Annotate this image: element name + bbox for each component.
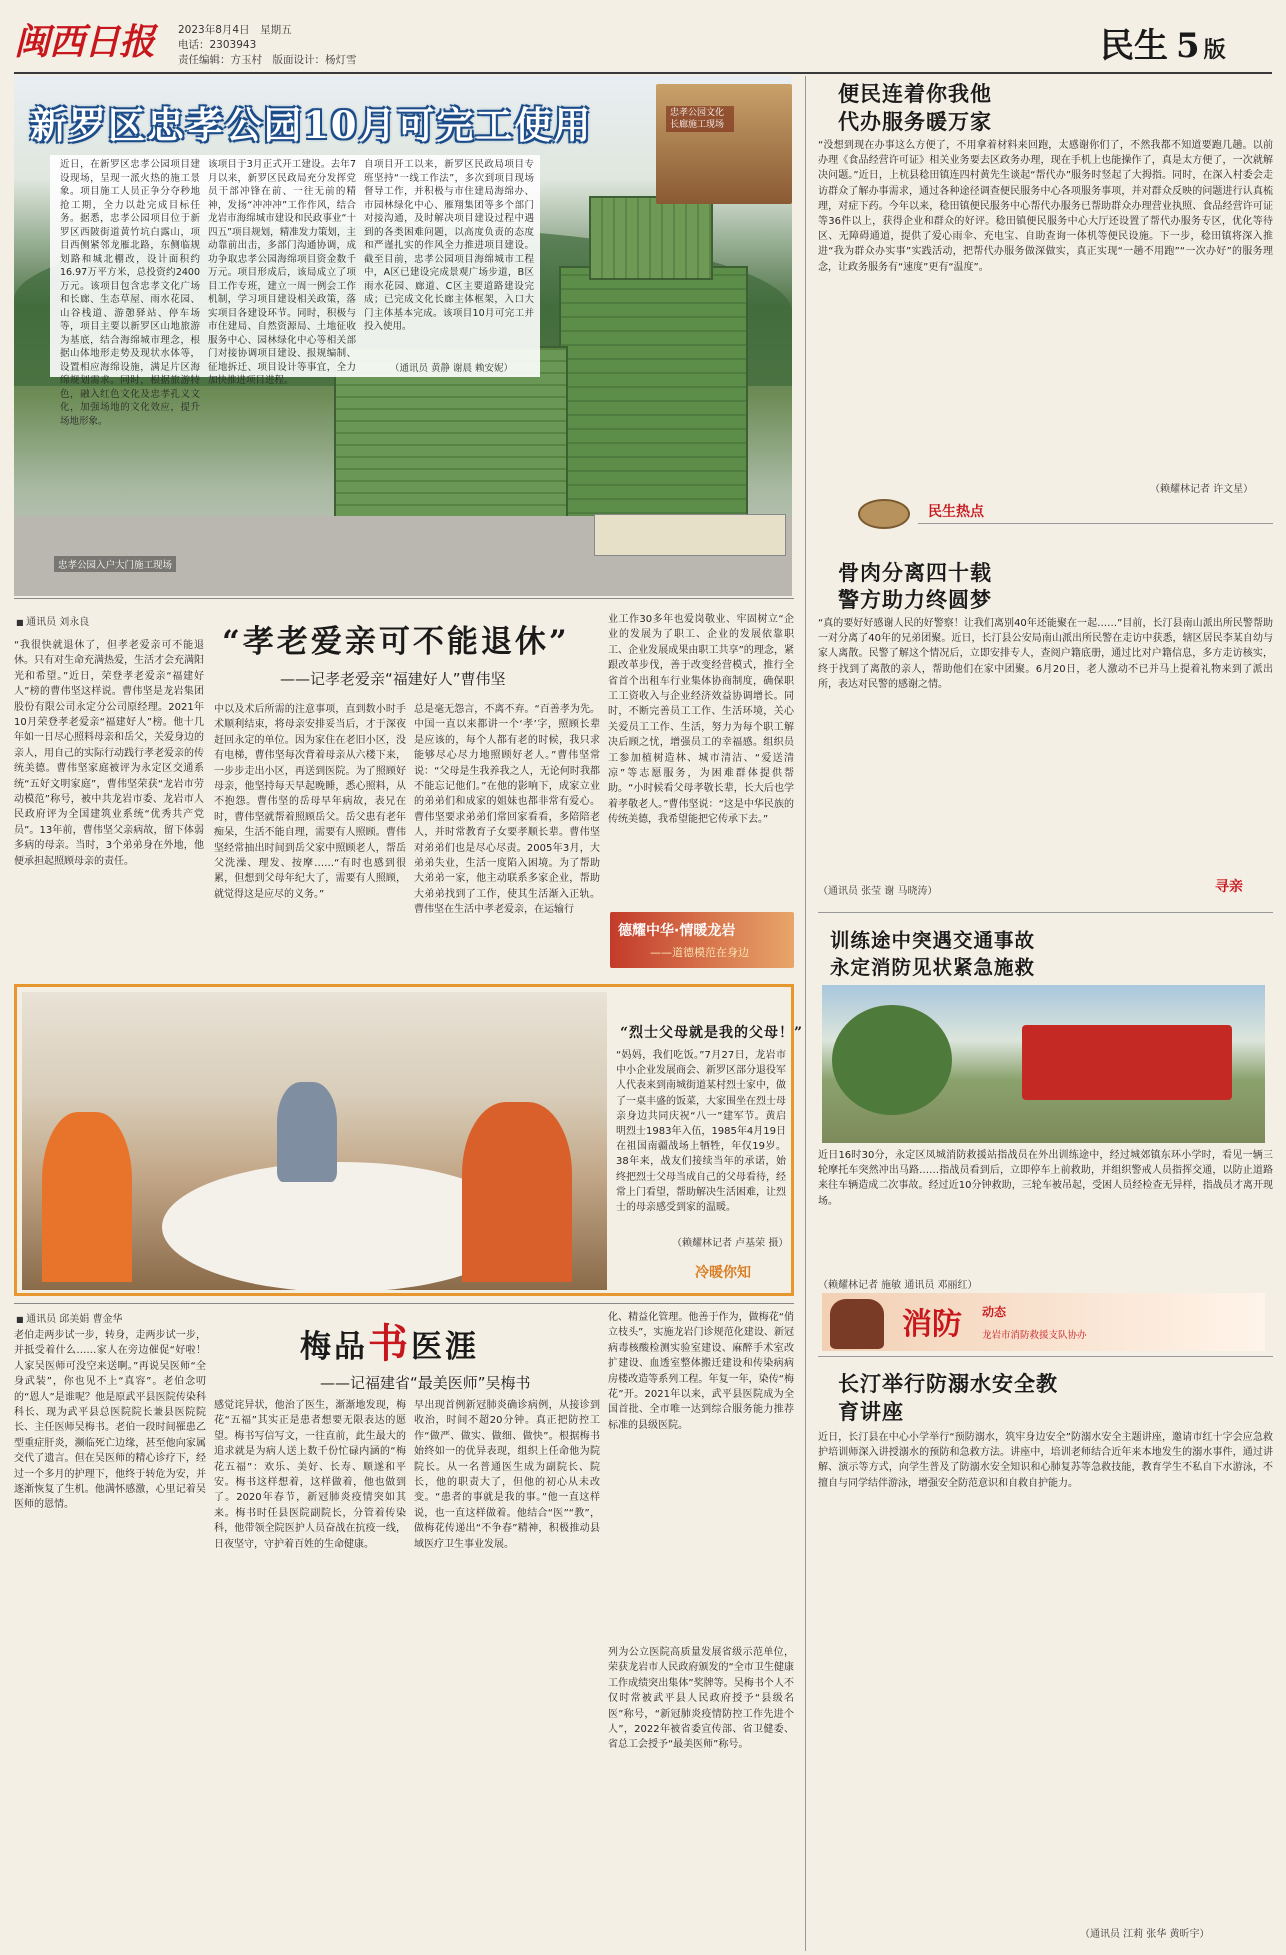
person-right bbox=[462, 1102, 572, 1282]
martyr-corner-label: 冷暖你知 bbox=[695, 1265, 751, 1281]
masthead-rule bbox=[14, 72, 1272, 74]
drown-headline: 长汀举行防溺水安全教育讲座 bbox=[838, 1371, 1058, 1424]
filial-col4: 业工作30多年也爱岗敬业、牢固树立“企业的发展为了职工、企业的发展依靠职工、企业发展成果由职工共享”的理念，紧跟改革步伐，善于改变经营模式，推行全省首个出租车行业集体协商制度，确保职工工资收入与企业经济效益协调增长。同时，不断完善员工工作、生活环境，关心关爱员工工作、生活，努力为每个职工解决后顾之忧，增强员工的幸福感。组织员工参加植树造林、城市清洁、“爱送清凉”等志愿服务，为困难群体提供帮助。“小时候看父母孝敬长辈，长大后也学着孝敬老人。”曹伟坚说：“这是中华民族的传统美德，我希望能把它传承下去。” bbox=[608, 614, 794, 826]
doctor-col1: 老伯走两步试一步，转身，走两步试一步，并抵受着什么……家人在旁边催促“好啦！人家吴医师可没空来送啊。”再说吴医师“全身武装”，你也见不上“真容”。老伯念叨的“恩人”是谁呢？他是原武平县医院传染科科长、现为武平县总医院院长兼县医院院长、主任医师吴梅书。老伯一段时间罹患乙型重症肝炎，濒临死亡边缘，甚至他向家属交代了遗言。但在吴医师的精心诊疗下，经过一个多月的护理下，他终于转危为安，并逐渐恢复了生机。他满怀感激，心里记着吴医师的恩情。 bbox=[14, 1330, 206, 1511]
masthead bbox=[0, 0, 1286, 70]
editor-phone: 电话：2303943 bbox=[178, 39, 257, 51]
reunion-rule bbox=[818, 912, 1273, 913]
fire-rule bbox=[818, 1356, 1273, 1357]
lead-credit: （通讯员 黄静 谢晨 赖安妮） bbox=[390, 363, 514, 374]
doctor-byline: ■ 通讯员 邱美娟 曹金华 bbox=[16, 1310, 122, 1325]
moral-banner-subtitle: ——道德模范在身边 bbox=[650, 946, 749, 959]
fire-headline-1: 训练途中突遇交通事故 bbox=[830, 929, 1036, 952]
hoarding-board bbox=[594, 514, 786, 556]
filial-col2: 中以及术后所需的注意事项，直到数小时手术顺利结束，将母亲安排妥当后，才于深夜赶回永定的单位。因为家住在老旧小区，没有电梯，曹伟坚每次背着母亲从六楼下来，一步步走出小区，再送到医院。为了照顾好母亲，他坚持每天早起晚睡，悉心照料，从不抱怨。曹伟坚的岳母早年病故，表兄在时，曹伟坚就帮着照顾岳父。岳父患有老年痴呆，生活不能自理，需要有人照顾。曹伟坚经常抽出时间到岳父家中照顾老人，帮岳父洗澡、理发、按摩……“有时也感到很累，但想到父母年纪大了，需要有人照顾，就觉得这是应尽的义务。” bbox=[214, 704, 406, 900]
scaffold-top bbox=[589, 196, 713, 280]
fire-banner-caption: 龙岩市消防救援支队协办 bbox=[982, 1330, 1087, 1341]
doctor-headline-part2: 医涯 bbox=[411, 1329, 479, 1365]
doctor-headline-part1: 梅品 bbox=[300, 1329, 368, 1365]
lead-badge-caption: 忠孝公园文化长廊施工现场 bbox=[666, 106, 734, 132]
filial-col3: 总是毫无怨言，不离不弃。“百善孝为先。中国一直以来都讲一个‘孝’字，照顾长辈是应该的，每个人都有老的时候，我只求能够尽心尽力地照顾好老人。”曹伟坚常说：“父母是生我养我之人，无论何时我都不能忘记他们。”在他的影响下，成家立业的弟弟们和成家的姐妹也都非常有爱心。曹伟坚要求弟弟们常回家看看，多陪陪老人，并时常教育子女要孝顺长辈。曹伟坚对弟弟们也是尽心尽责。2005年3月，大弟弟失业，生活一度陷入困境。为了帮助大弟弟一家，他主动联系多家企业，帮助大弟弟找到了工作，使其生活渐入正轨。曹伟坚在生活中孝老爱亲，在运输行 bbox=[414, 704, 600, 916]
reunion-headline-2: 警方助力终圆梦 bbox=[838, 587, 992, 612]
meeting-icon bbox=[858, 499, 910, 529]
doctor-col3: 早出现首例新冠肺炎确诊病例，从接诊到收治，时间不超20分钟。真正把防控工作“做严、做实、做细、做快”。根据梅书始终如一的优异表现，组织上任命他为院院长。从一名普通医生成为副院长、院长，他的职责大了，但他的初心从未改变。“患者的事就是我的事。”他一直这样说，也一直这样做着。他结合“医”“教”，做梅花传递出“不争春”精神，积极推动县域医疗卫生事业发展。 bbox=[414, 1400, 600, 1550]
reunion-credit: （通讯员 张莹 谢 马晓涛） bbox=[818, 886, 938, 897]
filial-subtitle: ——记孝老爱亲“福建好人”曹伟坚 bbox=[280, 670, 506, 688]
fire-photo bbox=[822, 985, 1265, 1143]
hot-topic-underline bbox=[918, 523, 1273, 524]
fire-credit: （赖耀林记者 施敏 通讯员 邓丽红） bbox=[818, 1280, 978, 1291]
lead-headline: 新罗区忠孝公园10月可完工使用 bbox=[30, 103, 593, 147]
doctor-subtitle: ——记福建省“最美医师”吴梅书 bbox=[320, 1374, 531, 1392]
filial-byline: ■ 通讯员 刘永良 bbox=[16, 613, 89, 628]
newspaper-logo: 闽西日报 bbox=[14, 21, 155, 63]
lead-col2: 该项目于3月正式开工建设。去年7月以来，新罗区民政局充分发挥党员干部冲锋在前、一往无前的精神，发扬“冲冲冲”工作作风，结合龙岩市海绵城市建设和民政事业“十四五”项目规划，精准发力策划，主动靠前出击，多部门沟通协调，成功争取忠孝公园海绵项目资金数千万元。项目形成后，该局成立了项目工作专班，建立一周一例会工作机制，学习项目建设相关政策，落实项目各建设环节。同时，积极与市住建局、自然资源局、土地征收服务中心、园林绿化中心等相关部门对接协调项目建设、报规编制、征地拆迁、项目设计等事宜，全力加快推进项目进程。 bbox=[208, 159, 356, 386]
editor-names: 责任编辑：方玉村 版面设计：杨灯雪 bbox=[178, 54, 357, 66]
section-name: 民生 bbox=[1100, 26, 1168, 66]
filial-top-rule bbox=[14, 598, 794, 599]
right-top-credit: （赖耀林记者 许文星） bbox=[1150, 484, 1254, 495]
martyr-headline: “烈士父母就是我的父母！” bbox=[620, 1025, 804, 1041]
fire-banner bbox=[822, 1293, 1265, 1351]
reunion-body: “真的要好好感谢人民的好警察！让我们离别40年还能聚在一起……”目前，长汀县南山派出所民警帮助一对分离了40年的兄弟团聚。近日，长汀县公安局南山派出所民警在走访中获悉，辖区居民李某自幼与家人离散。民警了解这个情况后，立即安排专人，查阅户籍底册，通过比对户籍信息，多方走访核实，终于找到了离散的亲人，帮助他们在家中团聚。6月20日，老人激动不已并马上提着礼物来到了派出所，表达对民警的感谢之情。 bbox=[818, 618, 1273, 690]
fire-banner-small: 动态 bbox=[982, 1305, 1007, 1319]
badge-pavilion bbox=[656, 84, 792, 204]
right-top-body: “没想到现在办事这么方便了，不用拿着材料来回跑，太感谢你们了，不然我都不知道要跑几趟。以前办理《食品经营许可证》相关业务要去区政务办理，现在手机上也能操作了，真是太方便了，一次就解决问题。”近日，上杭县稔田镇连四村黄先生谈起“帮代办”服务时竖起了大拇指。同时，在深入村委会走访群众了解办事需求，通过各种途径调查便民服务中心各项服务事项，并对群众反映的问题进行认真梳理，对症下药。今年以来，稔田镇便民服务中心帮代办服务已帮助群众办理营业执照、食品经营许可证等36件以上，获得企业和群众的好评。稔田镇便民服务中心大厅还设置了帮代办服务专区，优化等待区、无障碍通道，提供了爱心雨伞、充电宝、自助查询一体机等便民设施。下一步，稔田镇将深入推进“我为群众办实事”实践活动，把帮代办服务做深做实，真正实现“一趟不用跑”“一次办好”的服务理念，让政务服务有“速度”更有“温度”。 bbox=[818, 140, 1273, 273]
hot-topic-bar bbox=[818, 497, 1273, 527]
right-col-divider bbox=[805, 76, 806, 1951]
drown-credit: （通讯员 江莉 张华 黄昕宇） bbox=[1080, 1929, 1210, 1940]
hot-topic-label: 民生热点 bbox=[928, 504, 984, 520]
person-elder bbox=[277, 1082, 337, 1182]
issue-date: 2023年8月4日 星期五 bbox=[178, 24, 292, 36]
section-title bbox=[1100, 18, 1226, 67]
doctor-top-rule bbox=[14, 1303, 794, 1304]
doctor-col4: 化、精益化管理。他善于作为，做梅花“俏立枝头”，实施龙岩门诊规范化建设、新冠病毒核酸检测实验室建设、麻醉手术室改扩建设、血透室整体搬迁建设和传染病病房楼改造等系列工程。年复一年，染传“梅花”开。2021年以来，武平县医院成为全国首批、全市唯一达到综合服务能力推荐标准的县级医院。 bbox=[608, 1312, 794, 1431]
martyr-photo bbox=[22, 992, 607, 1290]
martyr-credit: （赖耀林记者 卢基荣 摄） bbox=[672, 1238, 789, 1249]
doctor-headline bbox=[300, 1312, 479, 1369]
doctor-headline-book: 书 bbox=[368, 1320, 411, 1367]
lead-col3: 自项目开工以来，新罗区民政局项目专班坚持“一线工作法”，多次到项目现场督导工作，并积极与市住建局海绵办、市园林绿化中心、雁翔集团等多个部门对接沟通，及时解决项目建设过程中遇到的各类困难问题，以高度负责的态度和严谨扎实的作风全力推进项目建设。截至目前，忠孝公园项目海绵城市工程中，A区已建设完成景观广场步道，B区雨水花园、廊道、C区主要道路建设完成；已完成文化长廊主体框架，入口大门主体基本完成。该项目10月可完工并投入使用。 bbox=[364, 159, 534, 332]
filial-headline: “孝老爱亲可不能退休” bbox=[222, 624, 570, 660]
page-suffix: 版 bbox=[1203, 37, 1226, 63]
firefighter-figure bbox=[830, 1299, 884, 1349]
person-left bbox=[42, 1112, 132, 1282]
right-top-headline-2: 代办服务暖万家 bbox=[838, 109, 992, 134]
lead-col1: 近日，在新罗区忠孝公园项目建设现场，呈现一派火热的施工景象。项目施工人员正争分夺秒地抢工期，全力以赴完成目标任务。据悉，忠孝公园项目位于新罗区西陂街道黄竹坑白露山，项目西侧紧邻龙雁北路，东侧临规划路和城北棚改，设计面积约16.97万平方米，总投资约2400万元。该项目包含忠孝文化广场和长廊、生态草屋、雨水花园、山谷栈道、游憩驿站、停车场等，项目主要以新罗区山地旅游为基底，结合海绵城市理念，根据山体地形走势及现状水体等，设置相应海绵设施，满足片区海绵规划需求。同时，根据旅游特色，融入红色文化及忠孝孔义文化，加强场地的文化效应，提升场地形象。 bbox=[60, 159, 200, 427]
page-number: 5 bbox=[1176, 26, 1200, 66]
fire-truck bbox=[1022, 1025, 1232, 1100]
reunion-corner-label: 寻亲 bbox=[1215, 879, 1243, 895]
fire-banner-big: 消防 bbox=[902, 1307, 962, 1342]
fire-body: 近日16时30分，永定区凤城消防救援站指战员在外出训练途中，经过城郊镇东环小学时，看见一辆三轮摩托车突然冲出马路……指战员看到后，立即停车上前救助，并组织警戒人员指挥交通，以防止道路来往车辆造成二次事故。经过近10分钟救助，三轮车被吊起，受困人员经检查无异样，指战员才离开现场。 bbox=[818, 1150, 1273, 1207]
fire-headline-2: 永定消防见状紧急施救 bbox=[830, 956, 1036, 979]
drown-body: 近日，长汀县在中心小学举行“预防溺水，筑牢身边安全”防溺水安全主题讲座，邀请市红十字会应急救护培训师深入讲授溺水的预防和急救方法。讲座中，培训老师结合近年来本地发生的溺水事件，通过讲解、演示等方式，向学生普及了防溺水安全知识和心肺复苏等急救技能，教育学生不私自下水游泳，不擅自与同学结伴游泳，增强安全防范意识和自救自护能力。 bbox=[818, 1432, 1273, 1489]
tree-shape bbox=[832, 1005, 952, 1115]
doctor-col2: 感觉诧异状，他治了医生，渐渐地发现，梅花“五福”其实正是患者想要无限表达的愿望。梅书写信写文，一往直前，此生最大的追求就是为病人送上数千份忙碌内涵的“梅花五福”：欢乐、美好、长寿、顺遂和平安。梅书这样想着，这样做着，他也做到了。2020年春节，新冠肺炎疫情突如其来。梅书时任县医院副院长，分管着传染科，他带领全院医护人员奋战在抗疫一线，日夜坚守，守护着百姓的生命健康。 bbox=[214, 1400, 406, 1550]
martyr-body: “妈妈，我们吃饭。”7月27日，龙岩市中小企业发展商会、新罗区部分退役军人代表来到南城街道某村烈士家中，做了一桌丰盛的饭菜，大家围坐在烈士母亲身边共同庆祝“八一”建军节。黄启明烈士1983年入伍，1985年4月19日在祖国南疆战场上牺牲，年仅19岁。38年来，战友们接续当年的承诺，始终把烈士父母当成自己的父母看待，经常上门看望，帮助解决生活困难，让烈士的母亲感受到家的温暖。 bbox=[616, 1050, 786, 1214]
moral-banner-title: 德耀中华·情暖龙岩 bbox=[618, 923, 736, 939]
right-top-headline-1: 便民连着你我他 bbox=[838, 81, 992, 106]
moral-banner bbox=[610, 912, 794, 968]
reunion-headline-1: 骨肉分离四十载 bbox=[838, 560, 992, 585]
filial-col1: “我很快就退休了，但孝老爱亲可不能退休。只有对生命充满热爱，生活才会充满阳光和希望。”近日，荣登孝老爱亲“福建好人”榜的曹伟坚这样说。曹伟坚是龙岩集团股份有限公司永定分公司原经理。2021年10月荣登孝老爱亲“福建好人”榜。他十几年如一日尽心照料母亲和岳父，关爱身边的亲人，用自己的实际行动践行孝老爱亲的传统美德。曹伟坚家庭被评为永定区交通系统“五好文明家庭”，曹伟坚荣获“龙岩市劳动模范”称号，被中共龙岩市委、龙岩市人民政府评为全国建筑业系统“优秀共产党员”。13年前，曹伟坚父亲病故，留下体弱多病的母亲。当时，3个弟弟身在外地，他便承担起照顾母亲的责任。 bbox=[14, 640, 204, 867]
lead-photo-caption: 忠孝公园入户大门施工现场 bbox=[54, 556, 176, 572]
doctor-col5: 列为公立医院高质量发展省级示范单位，荣获龙岩市人民政府颁发的“全市卫生健康工作成绩突出集体”奖牌等。吴梅书个人不仅时常被武平县人民政府授予“县级名医”称号，“新冠肺炎疫情防控工作先进个人”，2022年被省委宣传部、省卫健委、省总工会授予“最美医师”称号。 bbox=[608, 1647, 794, 1751]
